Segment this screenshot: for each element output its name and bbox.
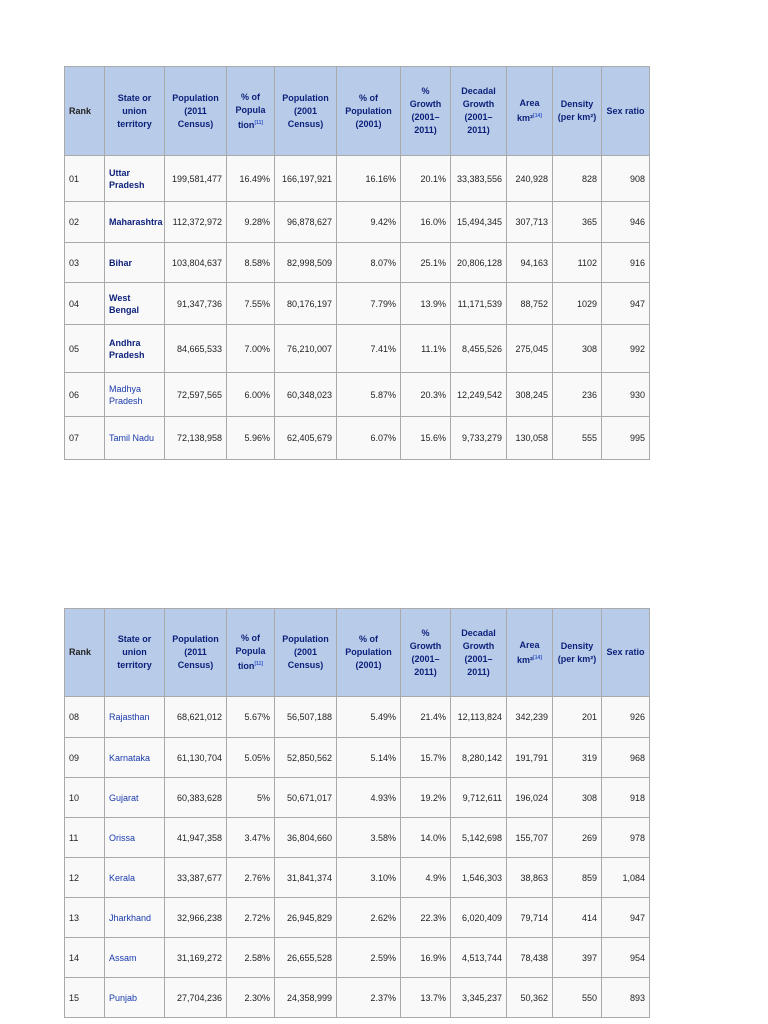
state-link[interactable]: Karnataka bbox=[105, 738, 165, 778]
decadal-growth-cell: 20,806,128 bbox=[451, 243, 507, 283]
percent-2001-cell: 2.59% bbox=[337, 938, 401, 978]
population-2011-cell: 103,804,637 bbox=[165, 243, 227, 283]
population-2011-cell: 68,621,012 bbox=[165, 697, 227, 738]
sex-ratio-cell: 995 bbox=[602, 417, 650, 460]
growth-header[interactable]: % Growth (2001–2011) bbox=[401, 67, 451, 156]
growth-cell: 19.2% bbox=[401, 778, 451, 818]
table-row bbox=[65, 978, 650, 1018]
sex-ratio-cell: 926 bbox=[602, 697, 650, 738]
percent-2011-cell: 6.00% bbox=[227, 373, 275, 417]
table-row bbox=[65, 778, 650, 818]
area-label: Area km² bbox=[517, 98, 540, 123]
population-2001-cell: 52,850,562 bbox=[275, 738, 337, 778]
population-2011-cell: 27,704,236 bbox=[165, 978, 227, 1018]
area-cell: 155,707 bbox=[507, 818, 553, 858]
percent-2011-cell: 2.58% bbox=[227, 938, 275, 978]
sex-ratio-cell: 1,084 bbox=[602, 858, 650, 898]
sex-ratio-cell: 947 bbox=[602, 898, 650, 938]
header-row bbox=[65, 67, 650, 156]
citation-link[interactable]: [14] bbox=[533, 654, 542, 661]
population-2001-cell: 26,945,829 bbox=[275, 898, 337, 938]
population-2001-cell: 56,507,188 bbox=[275, 697, 337, 738]
sex-ratio-header[interactable]: Sex ratio bbox=[602, 67, 650, 156]
population-2001-cell: 36,804,660 bbox=[275, 818, 337, 858]
growth-cell: 15.6% bbox=[401, 417, 451, 460]
percent-2011-cell: 3.47% bbox=[227, 818, 275, 858]
state-link[interactable]: Uttar Pradesh bbox=[105, 156, 165, 202]
percent-2001-cell: 2.62% bbox=[337, 898, 401, 938]
area-cell: 196,024 bbox=[507, 778, 553, 818]
rank-cell: 12 bbox=[65, 858, 105, 898]
area-cell: 88,752 bbox=[507, 283, 553, 325]
sex-ratio-cell: 918 bbox=[602, 778, 650, 818]
percent-2001-cell: 9.42% bbox=[337, 202, 401, 243]
state-link[interactable]: Jharkhand bbox=[105, 898, 165, 938]
state-header[interactable]: State or union territory bbox=[105, 609, 165, 697]
table-row bbox=[65, 283, 650, 325]
decadal-growth-cell: 9,712,611 bbox=[451, 778, 507, 818]
growth-cell: 20.3% bbox=[401, 373, 451, 417]
percent-2001-cell: 4.93% bbox=[337, 778, 401, 818]
growth-cell: 11.1% bbox=[401, 325, 451, 373]
percent-2011-cell: 2.30% bbox=[227, 978, 275, 1018]
density-cell: 319 bbox=[553, 738, 602, 778]
growth-cell: 20.1% bbox=[401, 156, 451, 202]
percent-2001-cell: 3.58% bbox=[337, 818, 401, 858]
percent-2001-cell: 5.49% bbox=[337, 697, 401, 738]
state-link[interactable]: Gujarat bbox=[105, 778, 165, 818]
growth-header[interactable]: % Growth (2001–2011) bbox=[401, 609, 451, 697]
percent-2001-header[interactable]: % of Population (2001) bbox=[337, 609, 401, 697]
rank-cell: 13 bbox=[65, 898, 105, 938]
population-2001-cell: 60,348,023 bbox=[275, 373, 337, 417]
state-link[interactable]: Kerala bbox=[105, 858, 165, 898]
rank-header[interactable]: Rank bbox=[65, 609, 105, 697]
sex-ratio-cell: 946 bbox=[602, 202, 650, 243]
decadal-growth-cell: 4,513,744 bbox=[451, 938, 507, 978]
area-cell: 50,362 bbox=[507, 978, 553, 1018]
density-cell: 414 bbox=[553, 898, 602, 938]
percent-2001-cell: 7.41% bbox=[337, 325, 401, 373]
density-cell: 859 bbox=[553, 858, 602, 898]
percent-2001-cell: 6.07% bbox=[337, 417, 401, 460]
decadal-growth-cell: 9,733,279 bbox=[451, 417, 507, 460]
table-row bbox=[65, 697, 650, 738]
population-2001-header[interactable]: Population (2001 Census) bbox=[275, 609, 337, 697]
decadal-growth-cell: 6,020,409 bbox=[451, 898, 507, 938]
population-2011-cell: 32,966,238 bbox=[165, 898, 227, 938]
decadal-growth-cell: 11,171,539 bbox=[451, 283, 507, 325]
percent-2011-cell: 5% bbox=[227, 778, 275, 818]
growth-cell: 22.3% bbox=[401, 898, 451, 938]
table-row bbox=[65, 156, 650, 202]
sex-ratio-cell: 916 bbox=[602, 243, 650, 283]
density-cell: 1102 bbox=[553, 243, 602, 283]
rank-cell: 05 bbox=[65, 325, 105, 373]
population-2011-cell: 60,383,628 bbox=[165, 778, 227, 818]
density-header[interactable]: Density (per km²) bbox=[553, 609, 602, 697]
percent-2011-cell: 2.76% bbox=[227, 858, 275, 898]
density-cell: 365 bbox=[553, 202, 602, 243]
density-cell: 828 bbox=[553, 156, 602, 202]
sex-ratio-cell: 908 bbox=[602, 156, 650, 202]
rank-cell: 08 bbox=[65, 697, 105, 738]
sex-ratio-cell: 947 bbox=[602, 283, 650, 325]
population-2011-cell: 112,372,972 bbox=[165, 202, 227, 243]
state-link[interactable]: West Bengal bbox=[105, 283, 165, 325]
growth-cell: 13.7% bbox=[401, 978, 451, 1018]
population-2001-cell: 31,841,374 bbox=[275, 858, 337, 898]
table-row bbox=[65, 373, 650, 417]
population-2011-cell: 61,130,704 bbox=[165, 738, 227, 778]
percent-2001-cell: 5.14% bbox=[337, 738, 401, 778]
percent-2001-cell: 7.79% bbox=[337, 283, 401, 325]
population-2001-cell: 80,176,197 bbox=[275, 283, 337, 325]
citation-link[interactable]: [11] bbox=[254, 119, 264, 126]
percent-2001-cell: 8.07% bbox=[337, 243, 401, 283]
percent-2011-cell: 16.49% bbox=[227, 156, 275, 202]
decadal-growth-cell: 15,494,345 bbox=[451, 202, 507, 243]
decadal-growth-cell: 5,142,698 bbox=[451, 818, 507, 858]
sex-ratio-cell: 954 bbox=[602, 938, 650, 978]
population-2001-cell: 166,197,921 bbox=[275, 156, 337, 202]
population-2011-header[interactable]: Population (2011 Census) bbox=[165, 67, 227, 156]
citation-link[interactable]: [14] bbox=[533, 113, 542, 119]
population-2011-header[interactable]: Population (2011 Census) bbox=[165, 609, 227, 697]
population-2011-cell: 72,597,565 bbox=[165, 373, 227, 417]
density-cell: 308 bbox=[553, 325, 602, 373]
population-2001-cell: 24,358,999 bbox=[275, 978, 337, 1018]
population-2001-cell: 96,878,627 bbox=[275, 202, 337, 243]
percent-population-label: % of Popula tion bbox=[235, 91, 266, 130]
decadal-growth-cell: 8,455,526 bbox=[451, 325, 507, 373]
percent-2001-header[interactable]: % of Population (2001) bbox=[337, 67, 401, 156]
sex-ratio-header[interactable]: Sex ratio bbox=[602, 609, 650, 697]
state-link[interactable]: Orissa bbox=[105, 818, 165, 858]
sex-ratio-cell: 968 bbox=[602, 738, 650, 778]
rank-cell: 03 bbox=[65, 243, 105, 283]
percent-population-header[interactable] bbox=[227, 609, 275, 697]
state-header[interactable]: State or union territory bbox=[105, 67, 165, 156]
percent-2011-cell: 7.00% bbox=[227, 325, 275, 373]
sex-ratio-cell: 930 bbox=[602, 373, 650, 417]
population-2011-cell: 199,581,477 bbox=[165, 156, 227, 202]
percent-2001-cell: 16.16% bbox=[337, 156, 401, 202]
population-2011-cell: 41,947,358 bbox=[165, 818, 227, 858]
rank-cell: 06 bbox=[65, 373, 105, 417]
density-cell: 201 bbox=[553, 697, 602, 738]
population-2011-cell: 91,347,736 bbox=[165, 283, 227, 325]
density-cell: 550 bbox=[553, 978, 602, 1018]
percent-2001-cell: 5.87% bbox=[337, 373, 401, 417]
percent-2011-cell: 8.58% bbox=[227, 243, 275, 283]
decadal-growth-header[interactable]: Decadal Growth (2001–2011) bbox=[451, 67, 507, 156]
percent-2011-cell: 2.72% bbox=[227, 898, 275, 938]
density-header[interactable]: Density (per km²) bbox=[553, 67, 602, 156]
population-2011-cell: 31,169,272 bbox=[165, 938, 227, 978]
table-row bbox=[65, 938, 650, 978]
sex-ratio-cell: 992 bbox=[602, 325, 650, 373]
rank-cell: 10 bbox=[65, 778, 105, 818]
area-cell: 342,239 bbox=[507, 697, 553, 738]
percent-2001-cell: 2.37% bbox=[337, 978, 401, 1018]
growth-cell: 14.0% bbox=[401, 818, 451, 858]
density-cell: 555 bbox=[553, 417, 602, 460]
area-label: Area km² bbox=[517, 639, 540, 665]
state-link[interactable]: Punjab bbox=[105, 978, 165, 1018]
rank-cell: 14 bbox=[65, 938, 105, 978]
percent-2011-cell: 7.55% bbox=[227, 283, 275, 325]
rank-cell: 02 bbox=[65, 202, 105, 243]
area-cell: 94,163 bbox=[507, 243, 553, 283]
population-2001-cell: 50,671,017 bbox=[275, 778, 337, 818]
population-table-bottom bbox=[64, 608, 650, 1018]
header-row bbox=[65, 609, 650, 697]
area-cell: 240,928 bbox=[507, 156, 553, 202]
percent-2011-cell: 5.96% bbox=[227, 417, 275, 460]
area-header[interactable] bbox=[507, 67, 553, 156]
state-link[interactable]: Rajasthan bbox=[105, 697, 165, 738]
growth-cell: 15.7% bbox=[401, 738, 451, 778]
table-row bbox=[65, 417, 650, 460]
percent-2001-cell: 3.10% bbox=[337, 858, 401, 898]
table-row bbox=[65, 325, 650, 373]
percent-2011-cell: 5.67% bbox=[227, 697, 275, 738]
citation-link[interactable]: [11] bbox=[254, 661, 264, 667]
sex-ratio-cell: 893 bbox=[602, 978, 650, 1018]
table-row bbox=[65, 858, 650, 898]
area-cell: 275,045 bbox=[507, 325, 553, 373]
decadal-growth-cell: 12,249,542 bbox=[451, 373, 507, 417]
state-link[interactable]: Bihar bbox=[105, 243, 165, 283]
area-cell: 191,791 bbox=[507, 738, 553, 778]
growth-cell: 13.9% bbox=[401, 283, 451, 325]
area-cell: 308,245 bbox=[507, 373, 553, 417]
area-header[interactable] bbox=[507, 609, 553, 697]
percent-population-header[interactable] bbox=[227, 67, 275, 156]
growth-cell: 16.0% bbox=[401, 202, 451, 243]
decadal-growth-cell: 8,280,142 bbox=[451, 738, 507, 778]
rank-cell: 11 bbox=[65, 818, 105, 858]
rank-cell: 04 bbox=[65, 283, 105, 325]
population-2001-cell: 26,655,528 bbox=[275, 938, 337, 978]
state-link[interactable]: Madhya Pradesh bbox=[105, 373, 165, 417]
table-row bbox=[65, 738, 650, 778]
table-body bbox=[65, 156, 650, 460]
area-cell: 307,713 bbox=[507, 202, 553, 243]
population-2001-header[interactable]: Population (2001 Census) bbox=[275, 67, 337, 156]
rank-cell: 01 bbox=[65, 156, 105, 202]
density-cell: 397 bbox=[553, 938, 602, 978]
growth-cell: 21.4% bbox=[401, 697, 451, 738]
percent-population-label: % of Popula tion bbox=[235, 633, 266, 671]
growth-cell: 4.9% bbox=[401, 858, 451, 898]
area-cell: 38,863 bbox=[507, 858, 553, 898]
area-cell: 79,714 bbox=[507, 898, 553, 938]
density-cell: 236 bbox=[553, 373, 602, 417]
percent-2011-cell: 9.28% bbox=[227, 202, 275, 243]
density-cell: 269 bbox=[553, 818, 602, 858]
rank-header[interactable]: Rank bbox=[65, 67, 105, 156]
state-link[interactable]: Tamil Nadu bbox=[105, 417, 165, 460]
decadal-growth-cell: 1,546,303 bbox=[451, 858, 507, 898]
table-body bbox=[65, 697, 650, 1018]
state-link[interactable]: Assam bbox=[105, 938, 165, 978]
table-row bbox=[65, 818, 650, 858]
table-row bbox=[65, 243, 650, 283]
growth-cell: 25.1% bbox=[401, 243, 451, 283]
decadal-growth-cell: 3,345,237 bbox=[451, 978, 507, 1018]
table-row bbox=[65, 898, 650, 938]
area-cell: 130,058 bbox=[507, 417, 553, 460]
state-link[interactable]: Maharashtra bbox=[105, 202, 165, 243]
rank-cell: 07 bbox=[65, 417, 105, 460]
density-cell: 308 bbox=[553, 778, 602, 818]
population-2011-cell: 84,665,533 bbox=[165, 325, 227, 373]
rank-cell: 15 bbox=[65, 978, 105, 1018]
percent-2011-cell: 5.05% bbox=[227, 738, 275, 778]
population-2011-cell: 33,387,677 bbox=[165, 858, 227, 898]
decadal-growth-header[interactable]: Decadal Growth (2001–2011) bbox=[451, 609, 507, 697]
population-table-top bbox=[64, 66, 650, 460]
rank-cell: 09 bbox=[65, 738, 105, 778]
table-row bbox=[65, 202, 650, 243]
population-2001-cell: 62,405,679 bbox=[275, 417, 337, 460]
area-cell: 78,438 bbox=[507, 938, 553, 978]
population-2011-cell: 72,138,958 bbox=[165, 417, 227, 460]
decadal-growth-cell: 12,113,824 bbox=[451, 697, 507, 738]
density-cell: 1029 bbox=[553, 283, 602, 325]
state-link[interactable]: Andhra Pradesh bbox=[105, 325, 165, 373]
decadal-growth-cell: 33,383,556 bbox=[451, 156, 507, 202]
growth-cell: 16.9% bbox=[401, 938, 451, 978]
population-2001-cell: 82,998,509 bbox=[275, 243, 337, 283]
sex-ratio-cell: 978 bbox=[602, 818, 650, 858]
population-2001-cell: 76,210,007 bbox=[275, 325, 337, 373]
